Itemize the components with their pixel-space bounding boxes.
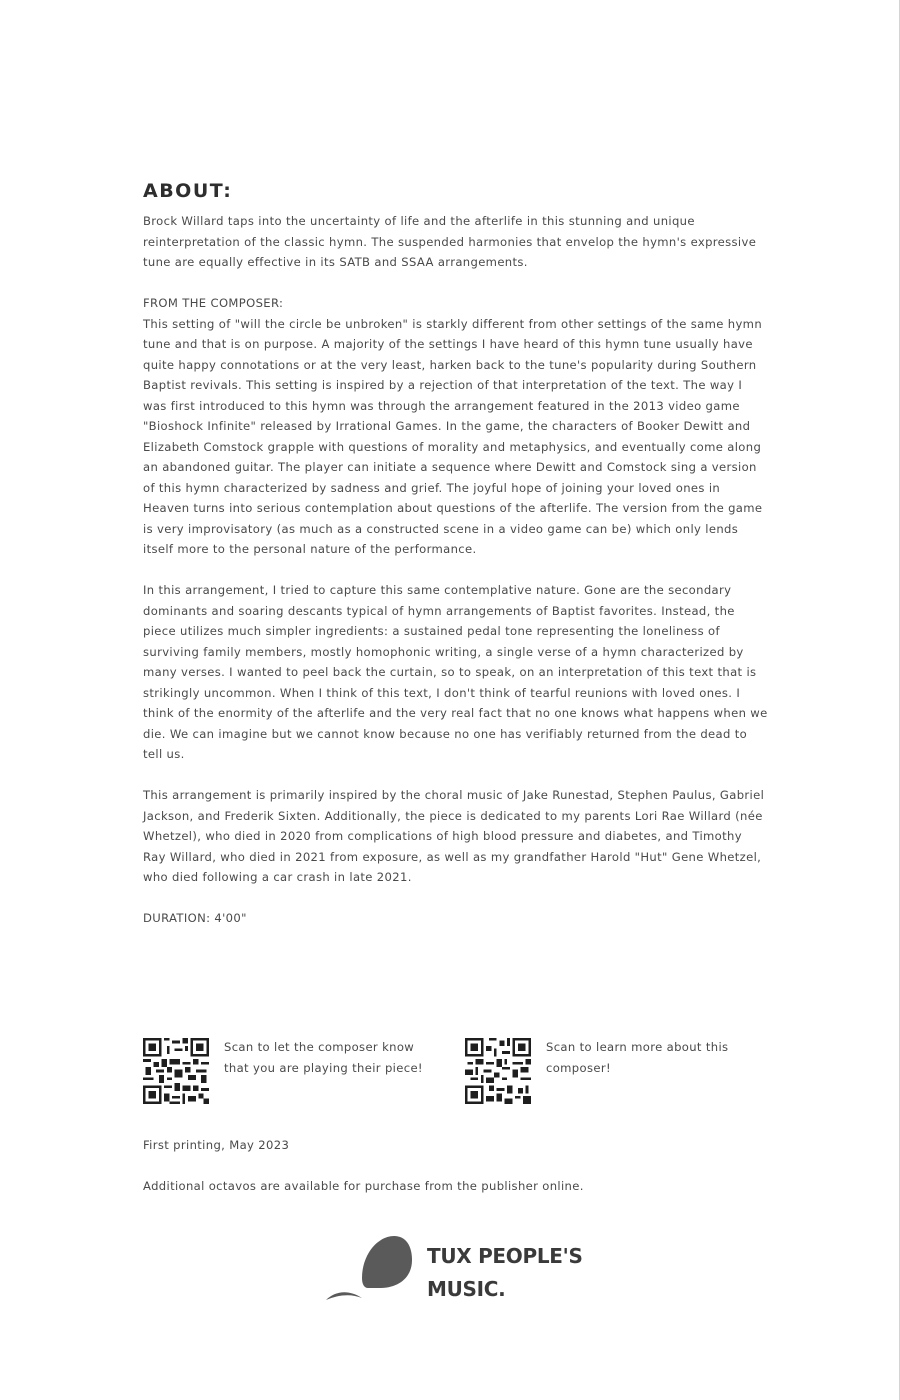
qr-row	[143, 1038, 783, 1108]
publisher-logo	[322, 1232, 622, 1312]
qr-caption-composer-feedback: Scan to let the composer know that you are playing their piece!	[224, 1040, 423, 1075]
duration: DURATION: 4'00"	[143, 911, 247, 925]
qr-caption-composer-info: Scan to learn more about this composer!	[546, 1040, 729, 1075]
qr-code-icon[interactable]	[465, 1038, 531, 1104]
composer-paragraph-1: This setting of "will the circle be unbroken" is starkly different from other settings of the same hymn tune and that is on purpose. A majority of the settings I have heard of this hymn tune usually have quite happy connotations or at the very least, harken back to the tune's popularity during Southern Baptist revivals. This setting is inspired by a rejection of that interpretation of the text. The way I was first introduced to this hymn was through the arrangement featured in the 2013 video game "Bioshock Infinite" released by Irrational Games. In the game, the characters of Booker Dewitt and Elizabeth Comstock grapple with questions of morality and metaphysics, and eventually come along an abandoned guitar. The player can initiate a sequence where Dewitt and Comstock sing a version of this hymn characterized by sadness and grief. The joyful hope of joining your loved ones in Heaven turns into serious contemplation about questions of the afterlife. The version from the game is very improvisatory (as much as a constructed scene in a video game can be) which only lends itself more to the personal nature of the performance.	[143, 316, 763, 556]
about-intro: Brock Willard taps into the uncertainty of life and the afterlife in this stunning and unique reinterpretation of the classic hymn. The suspended harmonies that envelop the hymn's expressive tune are equally effective in its SATB and SSAA arrangements.	[143, 214, 757, 269]
composer-label: FROM THE COMPOSER:	[143, 296, 284, 310]
publisher-name-line-2: MUSIC.	[427, 1277, 506, 1301]
qr-block-composer-info	[465, 1038, 751, 1104]
printing-note: First printing, May 2023	[143, 1138, 290, 1152]
composer-paragraph-3: This arrangement is primarily inspired by the choral music of Jake Runestad, Stephen Paulus, Gabriel Jackson, and Frederik Sixten. Additionally, the piece is dedicated to my parents Lori Rae Willard (née Whetzel), who died in 2020 from complications of high blood pressure and diabetes, and Timothy Ray Willard, who died in 2021 from exposure, as well as my grandfather Harold "Hut" Gene Whetzel, who died following a car crash in late 2021.	[143, 788, 765, 884]
qr-code-icon[interactable]	[143, 1038, 209, 1104]
publisher-name-line-1: TUX PEOPLE'S	[427, 1244, 583, 1268]
about-section	[143, 178, 768, 929]
speech-bubble-logo-icon	[322, 1232, 418, 1308]
about-heading: ABOUT:	[143, 180, 233, 202]
qr-block-composer-feedback	[143, 1038, 429, 1104]
availability-note: Additional octavos are available for purchase from the publisher online.	[143, 1179, 584, 1193]
publisher-name	[427, 1240, 583, 1306]
composer-paragraph-2: In this arrangement, I tried to capture this same contemplative nature. Gone are the secondary dominants and soaring descants typical of hymn arrangements of Baptist favorites. Instead, the piece utilizes much simpler ingredients: a sustained pedal tone representing the loneliness of surviving family members, mostly homophonic writing, a single verse of a hymn characterized by many verses. I wanted to peel back the curtain, so to speak, on an interpretation of this text that is strikingly uncommon. When I think of this text, I don't think of tearful reunions with loved ones. I think of the enormity of the afterlife and the very real fact that no one knows what happens when we die. We can imagine but we cannot know because no one has verifiably returned from the dead to tell us.	[143, 583, 768, 761]
